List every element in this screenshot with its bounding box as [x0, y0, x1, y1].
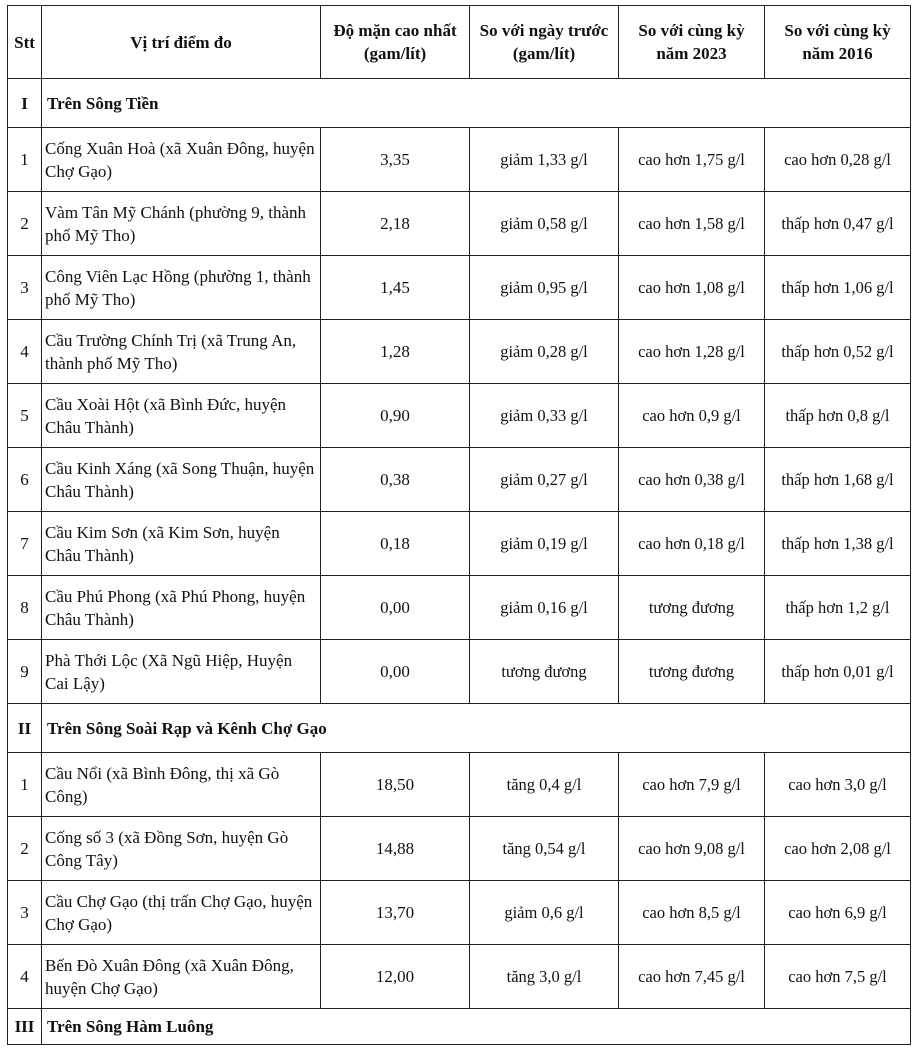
section-number: III: [8, 1009, 42, 1045]
location-cell: Cống số 3 (xã Đồng Sơn, huyện Gò Công Tây): [42, 817, 321, 881]
max-salinity-cell: 0,00: [321, 576, 470, 640]
vs-previous-day-cell: giảm 0,58 g/l: [470, 192, 619, 256]
table-row: [8, 945, 911, 1009]
location-cell: Cầu Kim Sơn (xã Kim Sơn, huyện Châu Thành): [42, 512, 321, 576]
location-cell: Cầu Phú Phong (xã Phú Phong, huyện Châu Thành): [42, 576, 321, 640]
row-number: 4: [8, 320, 42, 384]
vs-2016-cell: cao hơn 2,08 g/l: [765, 817, 911, 881]
table-row: [8, 753, 911, 817]
table-row: [8, 640, 911, 704]
vs-2023-cell: cao hơn 1,28 g/l: [619, 320, 765, 384]
max-salinity-cell: 2,18: [321, 192, 470, 256]
vs-previous-day-cell: giảm 0,6 g/l: [470, 881, 619, 945]
vs-2023-cell: cao hơn 7,45 g/l: [619, 945, 765, 1009]
vs-previous-day-cell: giảm 0,19 g/l: [470, 512, 619, 576]
section-row: [8, 1009, 911, 1045]
section-number: I: [8, 79, 42, 128]
max-salinity-cell: 0,00: [321, 640, 470, 704]
location-cell: Vàm Tân Mỹ Chánh (phường 9, thành phố Mỹ Tho): [42, 192, 321, 256]
max-salinity-cell: 13,70: [321, 881, 470, 945]
table-row: [8, 817, 911, 881]
vs-2023-cell: cao hơn 7,9 g/l: [619, 753, 765, 817]
location-cell: Cầu Trường Chính Trị (xã Trung An, thành phố Mỹ Tho): [42, 320, 321, 384]
location-cell: Cầu Kinh Xáng (xã Song Thuận, huyện Châu Thành): [42, 448, 321, 512]
header-max-salinity: Độ mặn cao nhất (gam/lít): [321, 6, 470, 79]
section-number: II: [8, 704, 42, 753]
location-cell: Cầu Nổi (xã Bình Đông, thị xã Gò Công): [42, 753, 321, 817]
table-row: [8, 881, 911, 945]
header-vs-2016: So với cùng kỳ năm 2016: [765, 6, 911, 79]
max-salinity-cell: 12,00: [321, 945, 470, 1009]
vs-2016-cell: thấp hơn 0,8 g/l: [765, 384, 911, 448]
location-cell: Bến Đò Xuân Đông (xã Xuân Đông, huyện Chợ Gạo): [42, 945, 321, 1009]
vs-2023-cell: cao hơn 9,08 g/l: [619, 817, 765, 881]
vs-previous-day-cell: giảm 0,16 g/l: [470, 576, 619, 640]
max-salinity-cell: 0,38: [321, 448, 470, 512]
max-salinity-cell: 14,88: [321, 817, 470, 881]
row-number: 6: [8, 448, 42, 512]
row-number: 5: [8, 384, 42, 448]
row-number: 7: [8, 512, 42, 576]
row-number: 2: [8, 192, 42, 256]
vs-2016-cell: thấp hơn 1,06 g/l: [765, 256, 911, 320]
row-number: 3: [8, 881, 42, 945]
table-row: [8, 448, 911, 512]
vs-previous-day-cell: tăng 0,54 g/l: [470, 817, 619, 881]
vs-2023-cell: cao hơn 1,75 g/l: [619, 128, 765, 192]
vs-2016-cell: thấp hơn 0,47 g/l: [765, 192, 911, 256]
location-cell: Công Viên Lạc Hồng (phường 1, thành phố Mỹ Tho): [42, 256, 321, 320]
vs-2016-cell: cao hơn 6,9 g/l: [765, 881, 911, 945]
table-row: [8, 576, 911, 640]
table-row: [8, 384, 911, 448]
row-number: 4: [8, 945, 42, 1009]
max-salinity-cell: 18,50: [321, 753, 470, 817]
table-row: [8, 320, 911, 384]
row-number: 8: [8, 576, 42, 640]
max-salinity-cell: 3,35: [321, 128, 470, 192]
vs-2016-cell: cao hơn 0,28 g/l: [765, 128, 911, 192]
salinity-table: [7, 5, 911, 1045]
vs-previous-day-cell: giảm 0,27 g/l: [470, 448, 619, 512]
vs-2016-cell: thấp hơn 1,38 g/l: [765, 512, 911, 576]
max-salinity-cell: 0,18: [321, 512, 470, 576]
vs-2023-cell: tương đương: [619, 640, 765, 704]
section-row: [8, 704, 911, 753]
table-body: [8, 79, 911, 1045]
header-stt: Stt: [8, 6, 42, 79]
vs-previous-day-cell: giảm 0,95 g/l: [470, 256, 619, 320]
row-number: 9: [8, 640, 42, 704]
vs-2023-cell: tương đương: [619, 576, 765, 640]
vs-previous-day-cell: giảm 0,28 g/l: [470, 320, 619, 384]
row-number: 3: [8, 256, 42, 320]
location-cell: Phà Thới Lộc (Xã Ngũ Hiệp, Huyện Cai Lậy): [42, 640, 321, 704]
vs-2023-cell: cao hơn 1,58 g/l: [619, 192, 765, 256]
header-vs-previous-day: So với ngày trước (gam/lít): [470, 6, 619, 79]
vs-2016-cell: cao hơn 3,0 g/l: [765, 753, 911, 817]
location-cell: Cống Xuân Hoà (xã Xuân Đông, huyện Chợ Gạo): [42, 128, 321, 192]
table-row: [8, 512, 911, 576]
table-row: [8, 192, 911, 256]
vs-2016-cell: thấp hơn 0,01 g/l: [765, 640, 911, 704]
header-vs-2023: So với cùng kỳ năm 2023: [619, 6, 765, 79]
vs-2023-cell: cao hơn 8,5 g/l: [619, 881, 765, 945]
section-title: Trên Sông Tiền: [42, 79, 911, 128]
max-salinity-cell: 1,45: [321, 256, 470, 320]
location-cell: Cầu Chợ Gạo (thị trấn Chợ Gạo, huyện Chợ Gạo): [42, 881, 321, 945]
vs-previous-day-cell: giảm 1,33 g/l: [470, 128, 619, 192]
row-number: 2: [8, 817, 42, 881]
vs-previous-day-cell: tăng 0,4 g/l: [470, 753, 619, 817]
vs-2016-cell: thấp hơn 1,68 g/l: [765, 448, 911, 512]
location-cell: Cầu Xoài Hột (xã Bình Đức, huyện Châu Thành): [42, 384, 321, 448]
vs-previous-day-cell: tương đương: [470, 640, 619, 704]
vs-2023-cell: cao hơn 0,9 g/l: [619, 384, 765, 448]
table-row: [8, 256, 911, 320]
vs-2023-cell: cao hơn 0,18 g/l: [619, 512, 765, 576]
table-header-row: [8, 6, 911, 79]
vs-2023-cell: cao hơn 0,38 g/l: [619, 448, 765, 512]
row-number: 1: [8, 753, 42, 817]
vs-2016-cell: thấp hơn 0,52 g/l: [765, 320, 911, 384]
section-title: Trên Sông Hàm Luông: [42, 1009, 911, 1045]
vs-2023-cell: cao hơn 1,08 g/l: [619, 256, 765, 320]
vs-previous-day-cell: giảm 0,33 g/l: [470, 384, 619, 448]
row-number: 1: [8, 128, 42, 192]
vs-2016-cell: thấp hơn 1,2 g/l: [765, 576, 911, 640]
max-salinity-cell: 0,90: [321, 384, 470, 448]
section-title: Trên Sông Soài Rạp và Kênh Chợ Gạo: [42, 704, 911, 753]
max-salinity-cell: 1,28: [321, 320, 470, 384]
table-row: [8, 128, 911, 192]
vs-2016-cell: cao hơn 7,5 g/l: [765, 945, 911, 1009]
section-row: [8, 79, 911, 128]
vs-previous-day-cell: tăng 3,0 g/l: [470, 945, 619, 1009]
header-location: Vị trí điểm đo: [42, 6, 321, 79]
